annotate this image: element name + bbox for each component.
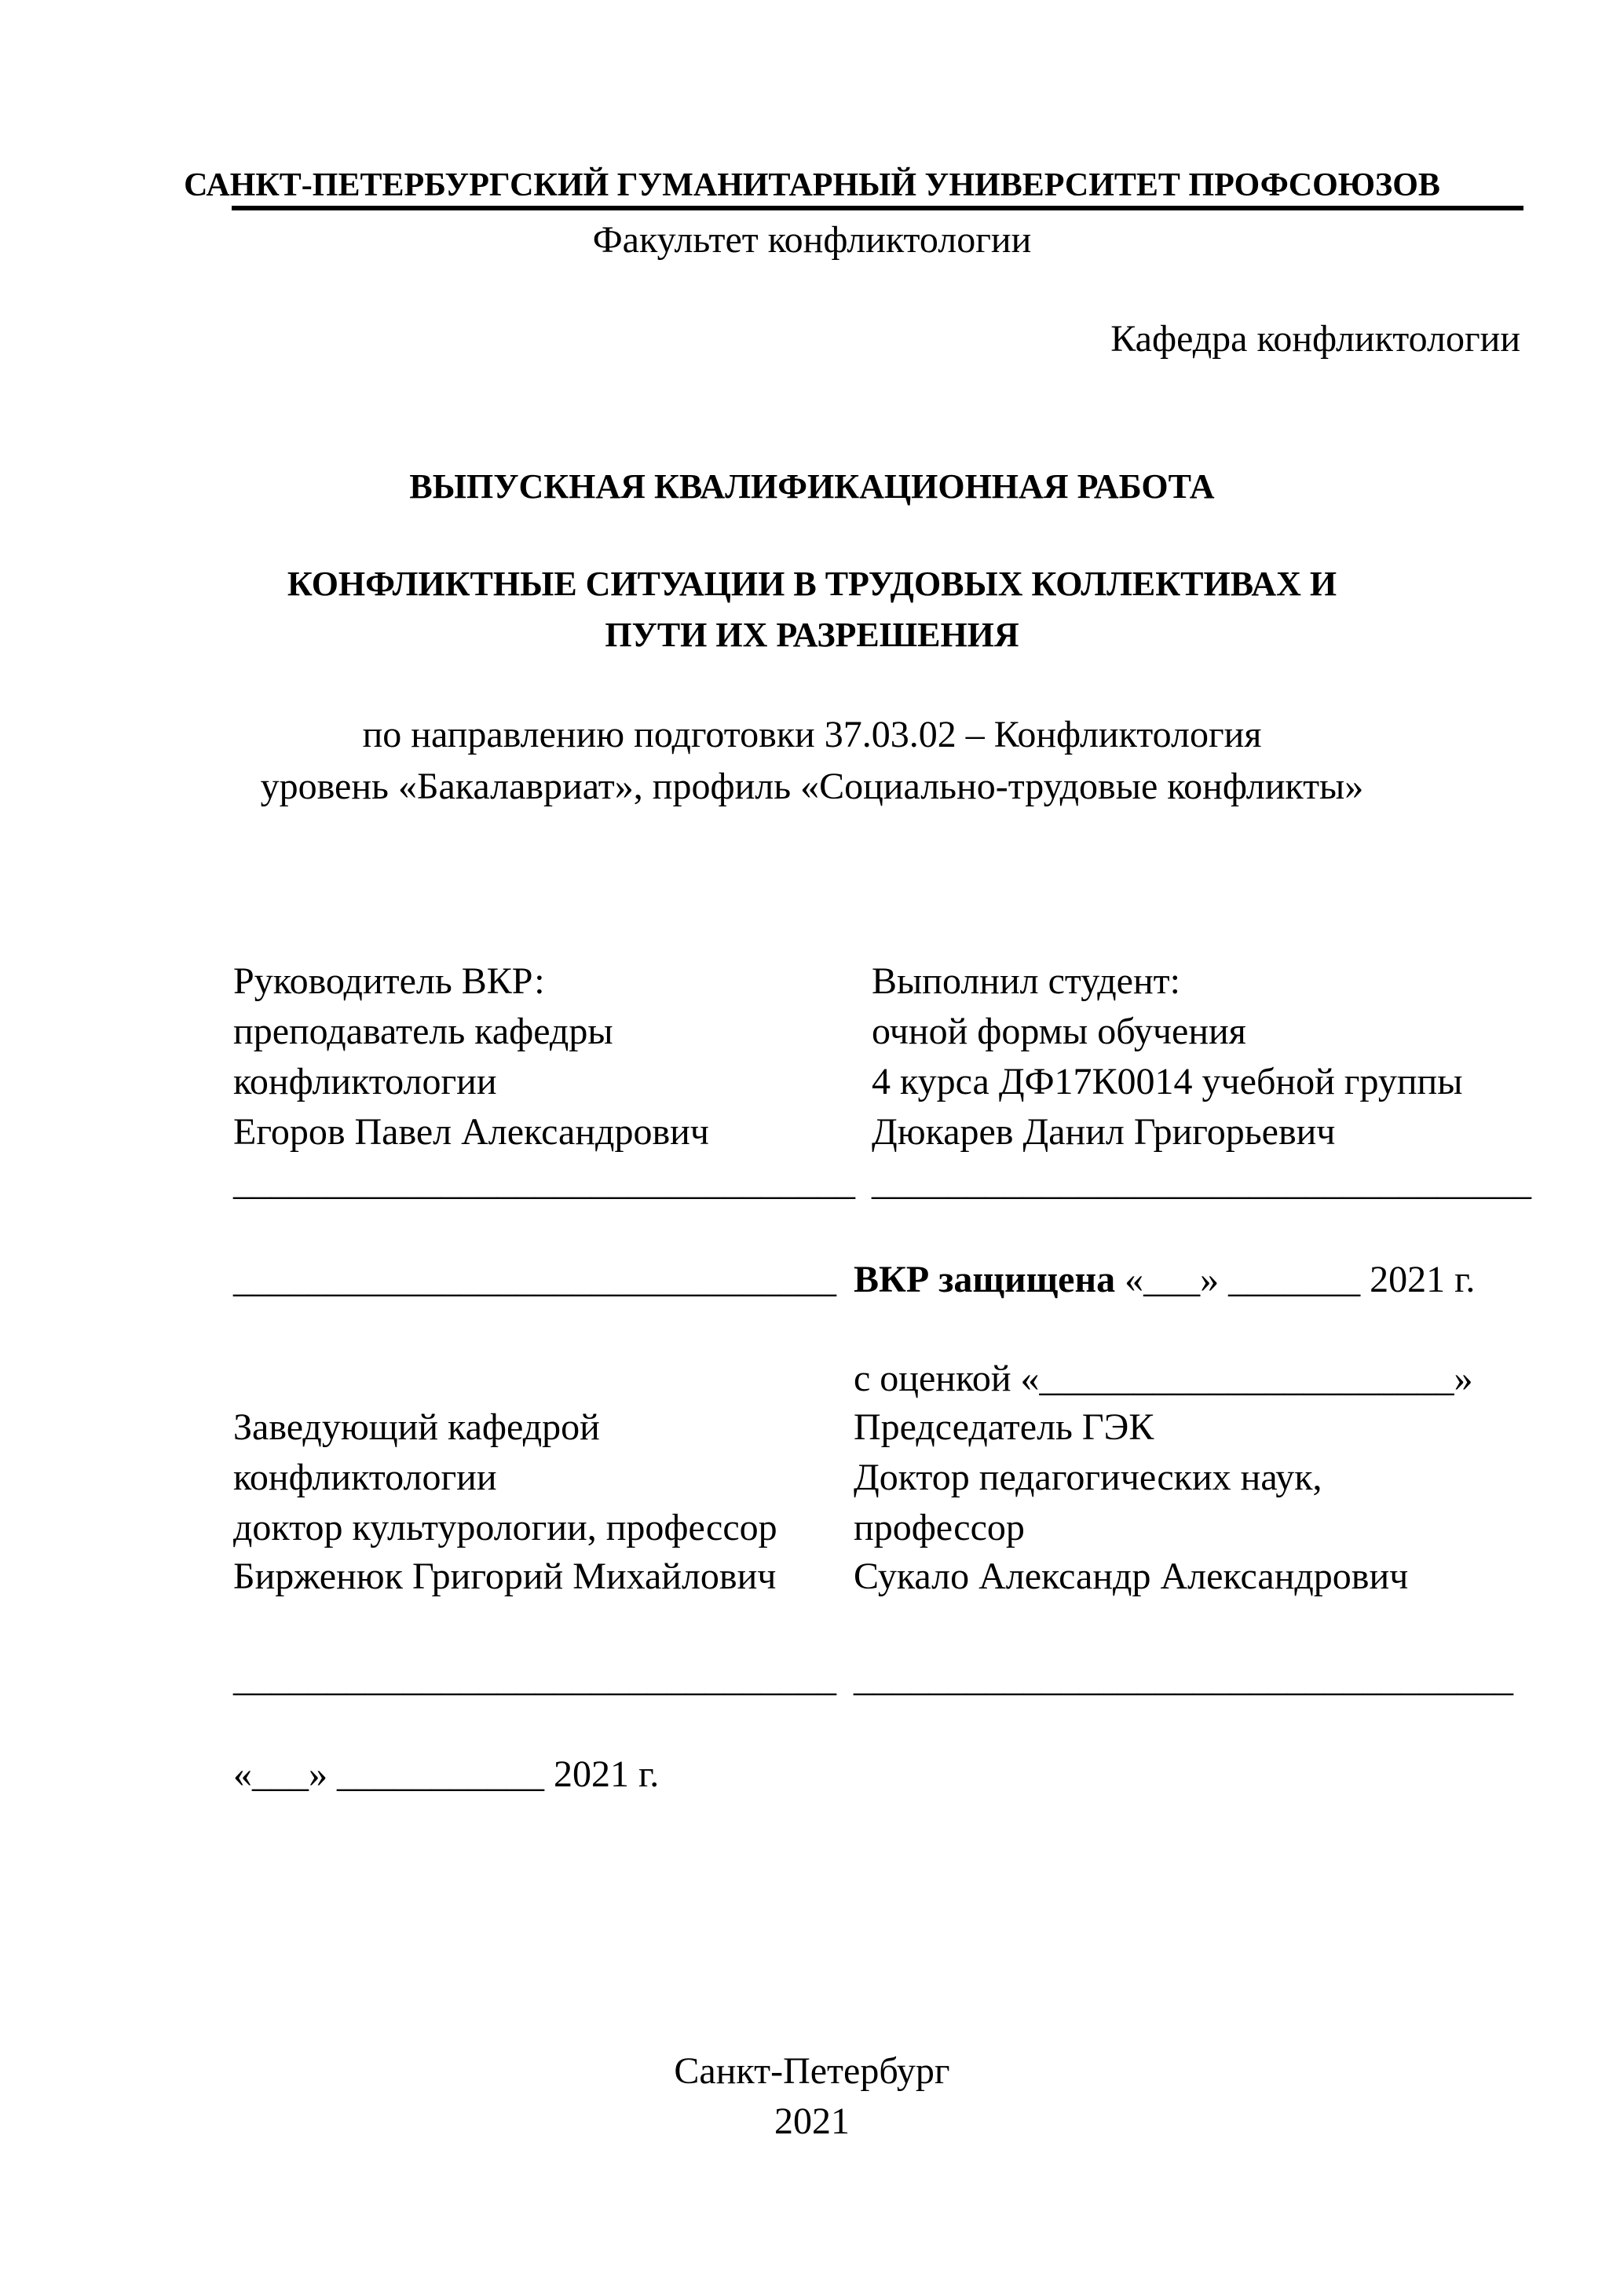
chair-label: Председатель ГЭК [854, 1406, 1154, 1448]
student-name: Дюкарев Данил Григорьевич [872, 1111, 1336, 1153]
student-label: Выполнил студент: [872, 960, 1180, 1002]
supervisor-signature-line: _________________________________ [233, 1161, 855, 1203]
university-name: САНКТ-ПЕТЕРБУРГСКИЙ ГУМАНИТАРНЫЙ УНИВЕРСИТЕТ ПРОФСОЮЗОВ [184, 167, 1440, 203]
faculty: Факультет конфликтологии [592, 219, 1032, 261]
header-rule [232, 206, 1523, 210]
head-degree: доктор культурологии, профессор [233, 1507, 777, 1548]
supervisor-date-line: ________________________________ [233, 1259, 836, 1300]
head-name: Бирженюк Григорий Михайлович [233, 1556, 777, 1597]
head-department: конфликтологии [233, 1457, 497, 1498]
chair-degree: Доктор педагогических наук, [854, 1457, 1322, 1498]
student-group: 4 курса ДФ17К0014 учебной группы [872, 1061, 1463, 1102]
city: Санкт-Петербург [674, 2050, 950, 2092]
defense-label: ВКР защищена [854, 1259, 1116, 1300]
chair-title: профессор [854, 1507, 1025, 1548]
topic-line-2: ПУТИ ИХ РАЗРЕШЕНИЯ [605, 616, 1019, 654]
study-direction: по направлению подготовки 37.03.02 – Конфликтология [362, 714, 1262, 755]
defense-date: «___» _______ 2021 г. [1115, 1259, 1476, 1300]
chair-name: Сукало Александр Александрович [854, 1556, 1409, 1597]
head-label: Заведующий кафедрой [233, 1406, 600, 1448]
student-signature-line: ___________________________________ [872, 1161, 1531, 1203]
study-level: уровень «Бакалавриат», профиль «Социально-трудовые конфликты» [260, 766, 1364, 807]
work-type: ВЫПУСКНАЯ КВАЛИФИКАЦИОННАЯ РАБОТА [409, 467, 1215, 506]
supervisor-department: конфликтологии [233, 1061, 497, 1102]
defense-grade: с оценкой «______________________» [854, 1358, 1473, 1399]
supervisor-label: Руководитель ВКР: [233, 960, 545, 1002]
head-date-line: «___» ___________ 2021 г. [233, 1753, 660, 1795]
supervisor-name: Егоров Павел Александрович [233, 1111, 709, 1153]
department: Кафедра конфликтологии [1110, 318, 1520, 360]
defense-line [854, 1255, 1475, 1305]
supervisor-position: преподаватель кафедры [233, 1011, 613, 1052]
topic-line-1: КОНФЛИКТНЫЕ СИТУАЦИИ В ТРУДОВЫХ КОЛЛЕКТИВАХ И [287, 565, 1337, 603]
chair-signature-line: ___________________________________ [854, 1658, 1513, 1699]
student-study-form: очной формы обучения [872, 1011, 1246, 1052]
head-signature-line: ________________________________ [233, 1658, 836, 1699]
year: 2021 [774, 2100, 850, 2142]
